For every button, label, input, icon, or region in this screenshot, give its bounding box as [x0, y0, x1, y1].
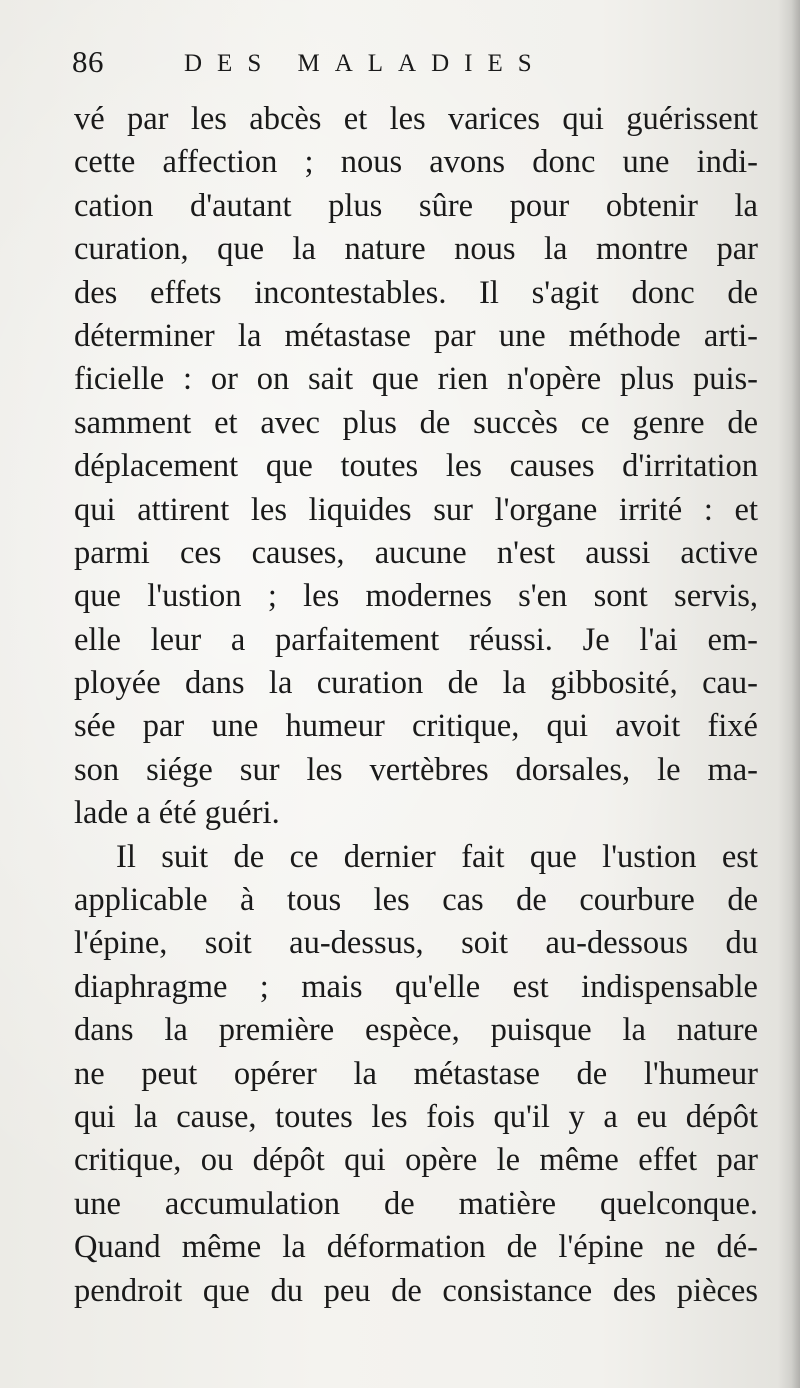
- text-line: une accumulation de matière quelconque.: [74, 1185, 758, 1222]
- text-line: déterminer la métastase par une méthode arti-: [74, 317, 758, 354]
- text-line: des effets incontestables. Il s'agit donc de: [74, 274, 758, 311]
- body-text: [74, 98, 758, 1313]
- text-line: son siége sur les vertèbres dorsales, le ma-: [74, 751, 758, 788]
- text-line: elle leur a parfaitement réussi. Je l'ai em-: [74, 621, 758, 658]
- paragraph-end-line: lade a été guéri.: [74, 795, 280, 832]
- page-number: 86: [72, 44, 104, 79]
- text-line: ne peut opérer la métastase de l'humeur: [74, 1055, 758, 1092]
- text-line: Quand même la déformation de l'épine ne dé-: [74, 1229, 758, 1266]
- text-line: qui la cause, toutes les fois qu'il y a eu dépôt: [74, 1098, 758, 1135]
- text-line: sée par une humeur critique, qui avoit fixé: [74, 708, 758, 745]
- text-line: diaphragme ; mais qu'elle est indispensable: [74, 968, 758, 1005]
- text-line: que l'ustion ; les modernes s'en sont servis,: [74, 578, 758, 615]
- running-head: DES MALADIES: [184, 50, 547, 77]
- text-line: critique, ou dépôt qui opère le même effet par: [74, 1142, 758, 1179]
- paragraph-start-line: Il suit de ce dernier fait que l'ustion est: [116, 838, 758, 875]
- text-line: samment et avec plus de succès ce genre de: [74, 404, 758, 441]
- text-line: dans la première espèce, puisque la nature: [74, 1012, 758, 1049]
- text-line: cette affection ; nous avons donc une indi-: [74, 144, 758, 181]
- text-line: cation d'autant plus sûre pour obtenir la: [74, 187, 758, 224]
- text-line: qui attirent les liquides sur l'organe irrité : et: [74, 491, 758, 528]
- text-line: curation, que la nature nous la montre par: [74, 231, 758, 268]
- text-line: ployée dans la curation de la gibbosité, cau-: [74, 665, 758, 702]
- page-edge-shadow: [778, 0, 800, 1388]
- text-line: vé par les abcès et les varices qui guérissent: [74, 101, 758, 137]
- text-line: déplacement que toutes les causes d'irritation: [74, 448, 758, 485]
- text-line: ficielle : or on sait que rien n'opère plus puis-: [74, 361, 758, 398]
- page-header: [72, 40, 752, 90]
- text-line: pendroit que du peu de consistance des pièces: [74, 1272, 758, 1309]
- text-line: applicable à tous les cas de courbure de: [74, 882, 758, 919]
- text-line: l'épine, soit au-dessus, soit au-dessous du: [74, 925, 758, 962]
- text-line: parmi ces causes, aucune n'est aussi active: [74, 534, 758, 571]
